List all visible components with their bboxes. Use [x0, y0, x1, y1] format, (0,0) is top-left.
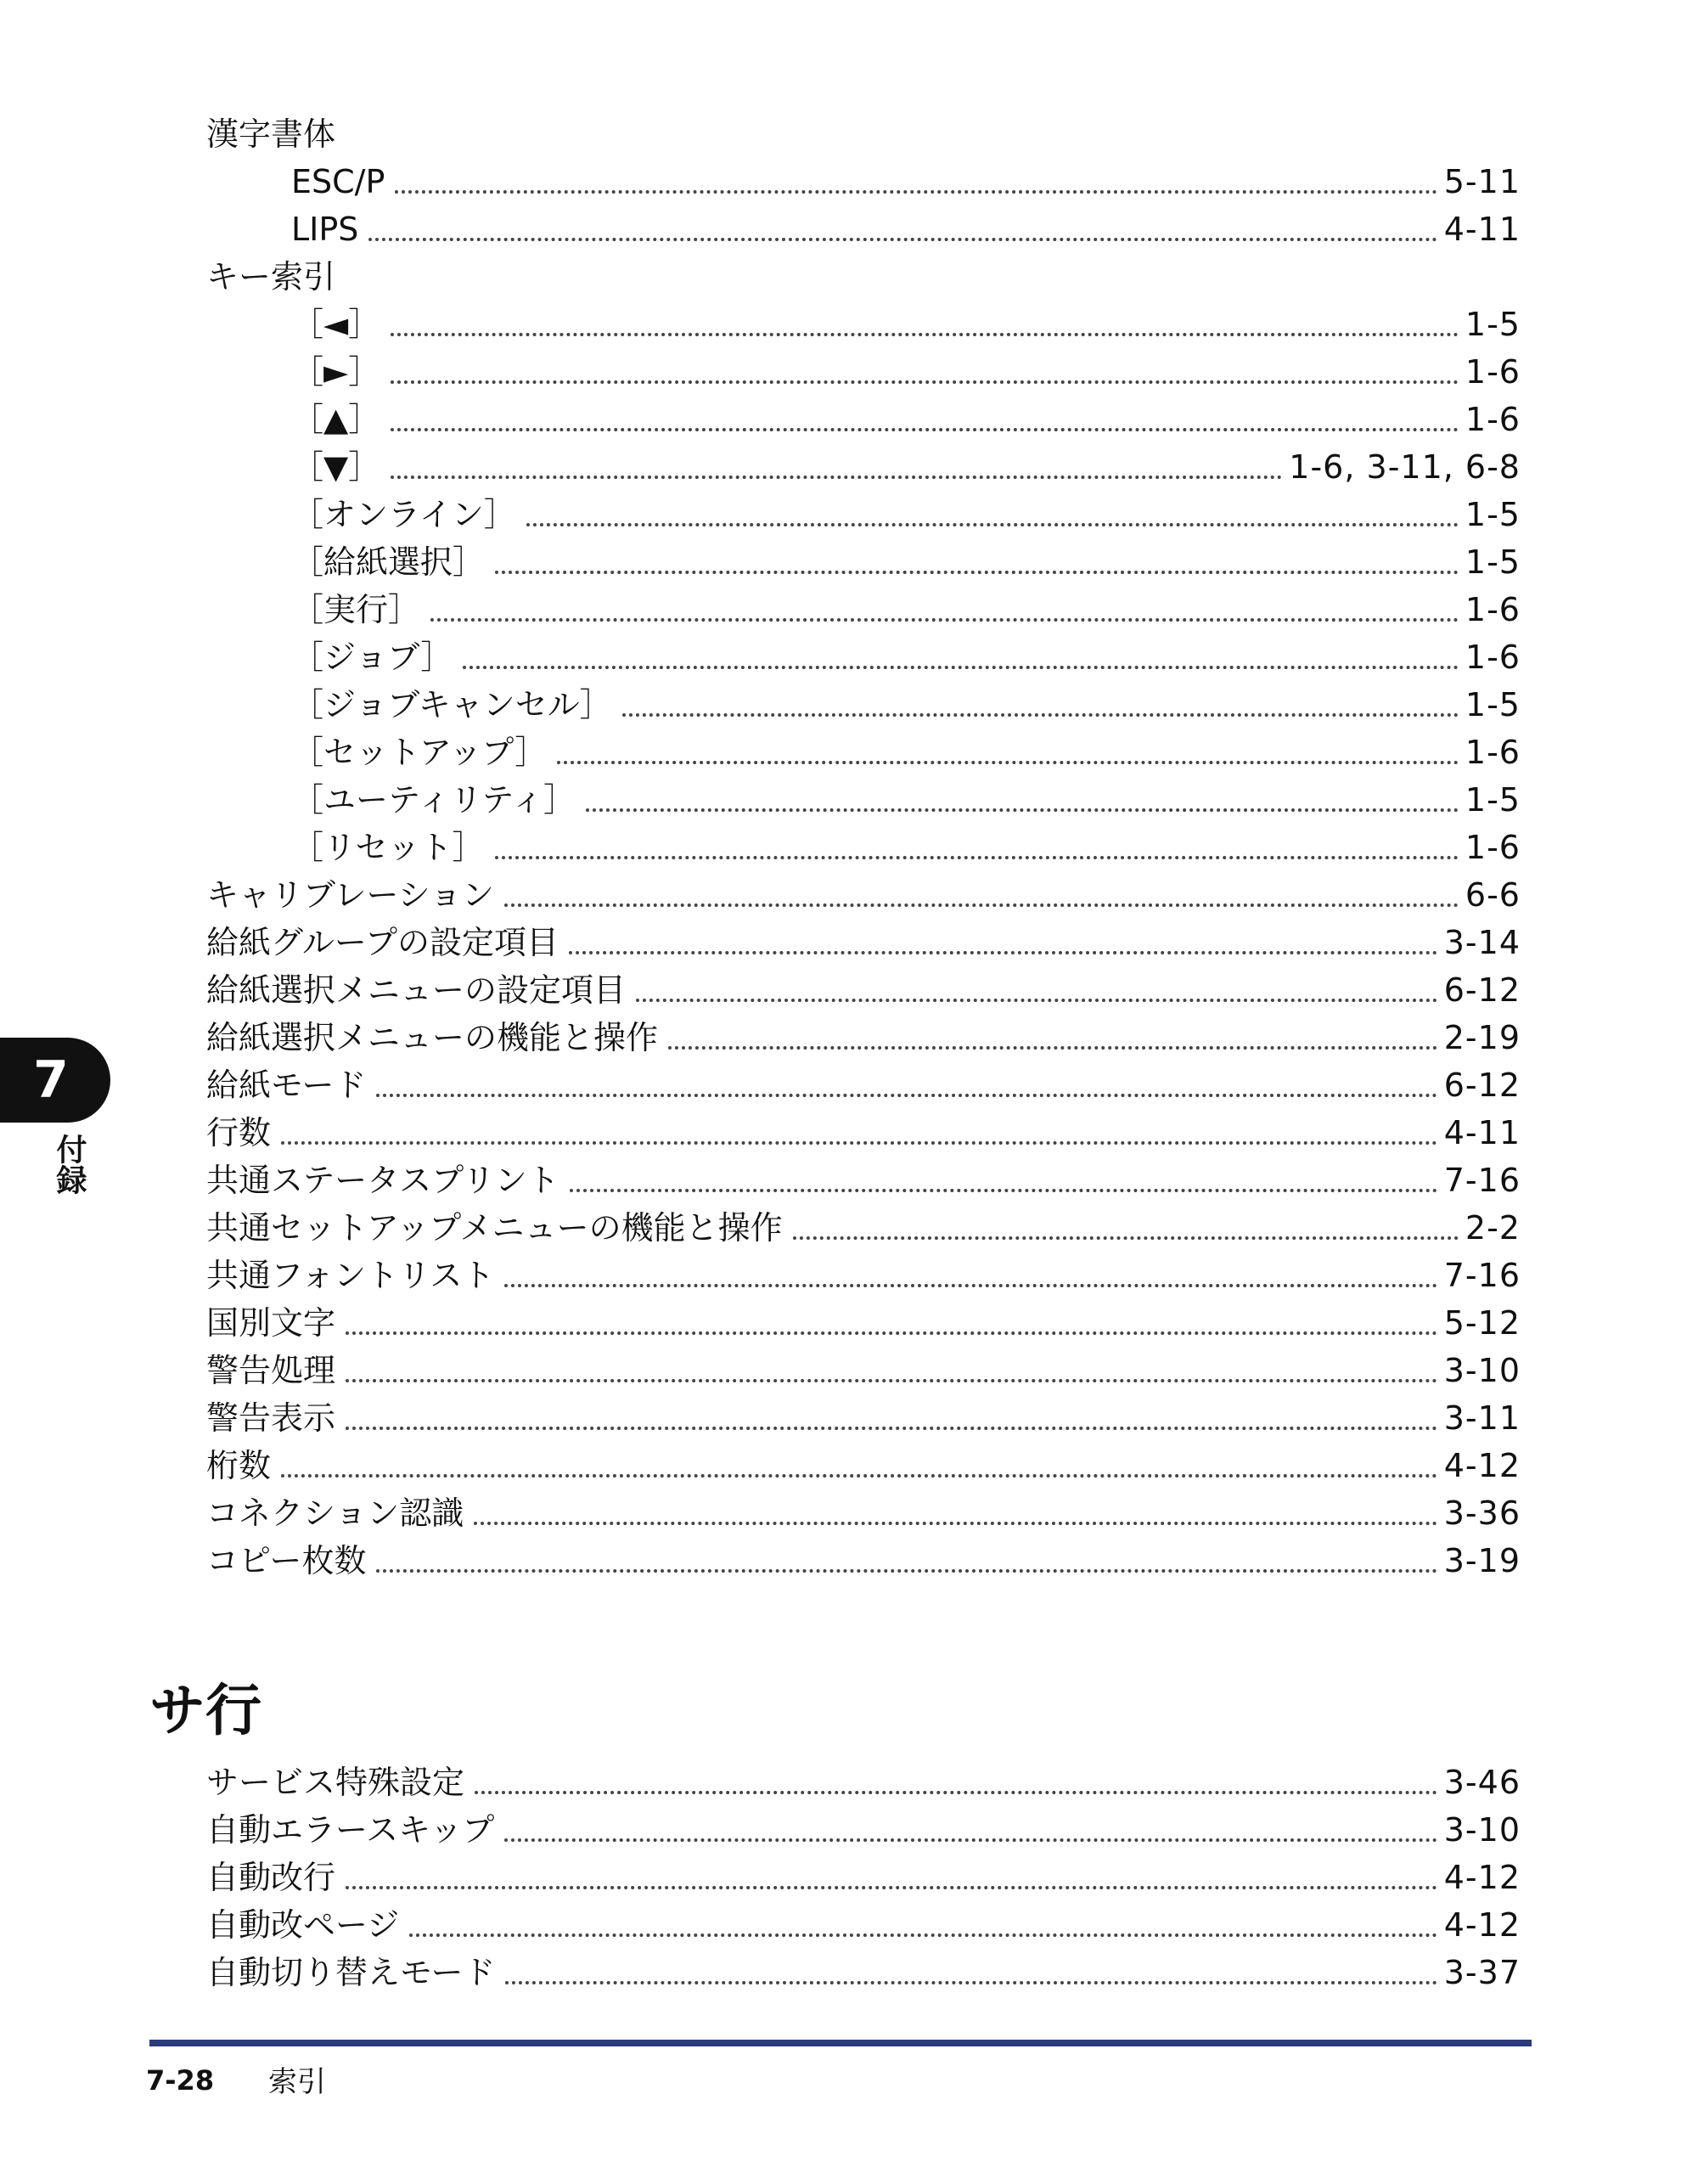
dot-leader — [569, 951, 1437, 954]
index-entry-label: ［リセット］ — [291, 829, 485, 866]
index-entry — [206, 729, 1521, 776]
index-entry-page: 1-5 — [1465, 686, 1521, 723]
index-entry-page: 1-6 — [1465, 591, 1521, 628]
index-entry-page: 7-16 — [1443, 1257, 1521, 1294]
index-entry-page: 1-5 — [1465, 306, 1521, 343]
index-entry-label: ［セットアップ］ — [291, 734, 548, 771]
dot-leader — [504, 1284, 1437, 1287]
index-entry-label: 給紙選択メニューの機能と操作 — [206, 1019, 659, 1056]
index-entry — [206, 1901, 1521, 1949]
index-entry — [206, 1949, 1521, 1996]
dot-leader — [395, 190, 1437, 194]
index-entry-label: 自動切り替えモード — [206, 1954, 496, 1991]
dot-leader — [557, 761, 1459, 764]
index-entry-page: 3-46 — [1443, 1764, 1521, 1801]
index-entry — [206, 1299, 1521, 1347]
index-list-sa — [206, 1759, 1521, 1996]
index-entry — [206, 1204, 1521, 1252]
index-entry-label: 桁数 — [206, 1447, 272, 1484]
index-entry-page: 1-5 — [1465, 781, 1521, 819]
index-entry-label: 警告表示 — [206, 1399, 336, 1437]
index-entry-label: ［オンライン］ — [291, 496, 516, 533]
index-entry-label: ［ユーティリティ］ — [291, 781, 576, 819]
dot-leader — [346, 1379, 1437, 1382]
index-entry-label: ［給紙選択］ — [291, 543, 486, 581]
index-entry-label: 国別文字 — [206, 1304, 336, 1342]
index-entry-page: 3-37 — [1443, 1954, 1521, 1991]
index-entry — [206, 681, 1521, 729]
index-entry — [206, 633, 1521, 681]
index-entry-label: 自動改行 — [206, 1859, 336, 1896]
dot-leader — [281, 1141, 1437, 1145]
index-entry-label: ［実行］ — [291, 591, 421, 628]
index-entry-label: コピー枚数 — [206, 1542, 367, 1579]
index-entry — [206, 1537, 1521, 1585]
dot-leader — [391, 380, 1459, 384]
index-entry — [206, 158, 1521, 205]
index-entry-label: サービス特殊設定 — [206, 1764, 465, 1801]
index-entry — [206, 1109, 1521, 1157]
index-entry-label: 給紙選択メニューの設定項目 — [206, 971, 627, 1009]
index-entry-page: 2-2 — [1465, 1209, 1521, 1247]
index-entry — [206, 1489, 1521, 1537]
chapter-label: 付録 — [52, 1134, 87, 1195]
index-entry-label: ［►］ — [291, 353, 381, 391]
dot-leader — [668, 1046, 1437, 1050]
dot-leader — [622, 713, 1459, 717]
dot-leader — [504, 1838, 1437, 1842]
index-entry — [206, 348, 1521, 396]
index-entry — [206, 919, 1521, 966]
dot-leader — [463, 666, 1459, 669]
dot-leader — [495, 571, 1459, 574]
index-entry — [206, 443, 1521, 491]
index-entry — [206, 491, 1521, 538]
index-entry-label: 共通ステータスプリント — [206, 1162, 559, 1199]
index-entry-label: ［ジョブ］ — [291, 639, 453, 676]
dot-leader — [793, 1236, 1459, 1240]
index-entry-page: 4-12 — [1443, 1447, 1521, 1484]
dot-leader — [368, 238, 1437, 241]
index-entry-label: 給紙モード — [206, 1067, 367, 1104]
dot-leader — [391, 333, 1459, 336]
footer-page-number: 7-28 — [146, 2064, 215, 2097]
dot-leader — [504, 903, 1459, 907]
index-entry-page: 5-12 — [1443, 1304, 1521, 1342]
index-entry-page: 5-11 — [1443, 163, 1521, 200]
index-entry-page: 1-6, 3-11, 6-8 — [1289, 448, 1521, 486]
index-entry-page: 3-10 — [1443, 1352, 1521, 1389]
dot-leader — [526, 523, 1459, 526]
index-entry-label: ［▲］ — [291, 401, 381, 438]
index-entry-page: 6-12 — [1443, 971, 1521, 1009]
index-entry-page: 1-6 — [1465, 829, 1521, 866]
index-entry — [206, 824, 1521, 871]
dot-leader — [346, 1427, 1437, 1430]
index-entry — [206, 1854, 1521, 1901]
index-entry-page: 6-6 — [1465, 876, 1521, 914]
index-entry-page: 1-5 — [1465, 543, 1521, 581]
index-entry-page: 1-6 — [1465, 734, 1521, 771]
index-entry-label: 行数 — [206, 1114, 272, 1151]
index-entry — [206, 301, 1521, 348]
dot-leader — [430, 618, 1459, 622]
dot-leader — [391, 428, 1459, 431]
index-entry-page: 3-10 — [1443, 1811, 1521, 1849]
index-entry-page: 6-12 — [1443, 1067, 1521, 1104]
index-entry — [206, 1157, 1521, 1204]
index-entry-page: 3-14 — [1443, 924, 1521, 961]
index-entry — [206, 396, 1521, 443]
index-entry-page: 3-19 — [1443, 1542, 1521, 1579]
index-entry-label: キャリブレーション — [206, 876, 494, 914]
index-entry-page: 2-19 — [1443, 1019, 1521, 1056]
dot-leader — [570, 1189, 1437, 1192]
index-entry — [206, 586, 1521, 633]
footer-title: 索引 — [268, 2065, 326, 2099]
index-entry-page: 4-12 — [1443, 1859, 1521, 1896]
index-entry — [206, 1394, 1521, 1442]
dot-leader — [376, 1569, 1437, 1573]
dot-leader — [346, 1331, 1437, 1335]
index-entry — [206, 1442, 1521, 1489]
index-entry-label: ESC/P — [291, 163, 385, 200]
index-entry-page: 1-6 — [1465, 401, 1521, 438]
dot-leader — [586, 808, 1459, 812]
dot-leader — [495, 856, 1459, 859]
index-group-heading — [206, 253, 1521, 301]
index-entry-page: 3-36 — [1443, 1494, 1521, 1532]
index-entry-label: 漢字書体 — [206, 115, 336, 153]
index-entry-label: ［▼］ — [291, 448, 381, 486]
index-entry-page: 1-6 — [1465, 639, 1521, 676]
index-entry — [206, 776, 1521, 824]
index-entry-page: 4-11 — [1443, 1114, 1521, 1151]
index-entry-label: 給紙グループの設定項目 — [206, 924, 559, 961]
dot-leader — [281, 1474, 1437, 1478]
dot-leader — [376, 1094, 1437, 1097]
index-entry — [206, 538, 1521, 586]
index-entry-page: 1-5 — [1465, 496, 1521, 533]
footer-rule — [149, 2040, 1532, 2046]
dot-leader — [391, 476, 1282, 479]
index-entry-page: 1-6 — [1465, 353, 1521, 391]
index-entry-label: コネクション認識 — [206, 1494, 464, 1532]
dot-leader — [505, 1981, 1437, 1984]
index-entry — [206, 1252, 1521, 1299]
chapter-number: 7 — [33, 1050, 69, 1110]
index-entry — [206, 1014, 1521, 1061]
dot-leader — [474, 1522, 1437, 1525]
index-entry — [206, 966, 1521, 1014]
index-entry-label: 自動改ページ — [206, 1906, 400, 1944]
index-entry-page: 4-12 — [1443, 1906, 1521, 1944]
index-entry — [206, 1347, 1521, 1394]
index-entry-label: ［◄］ — [291, 306, 381, 343]
index-entry — [206, 205, 1521, 253]
index-entry-page: 3-11 — [1443, 1399, 1521, 1437]
index-entry-label: ［ジョブキャンセル］ — [291, 686, 612, 723]
dot-leader — [475, 1791, 1437, 1794]
index-entry-label: 警告処理 — [206, 1352, 336, 1389]
index-entry-page: 4-11 — [1443, 211, 1521, 248]
index-group-heading — [206, 110, 1521, 158]
chapter-tab — [0, 1038, 110, 1123]
dot-leader — [636, 999, 1437, 1002]
index-list-ka — [206, 110, 1521, 1585]
section-heading-sa: サ行 — [149, 1678, 261, 1743]
index-entry-page: 7-16 — [1443, 1162, 1521, 1199]
index-entry-label: LIPS — [291, 211, 359, 248]
index-entry-label: 共通セットアップメニューの機能と操作 — [206, 1209, 783, 1247]
index-entry-label: キー索引 — [206, 258, 336, 296]
dot-leader — [346, 1886, 1437, 1889]
index-entry — [206, 871, 1521, 919]
index-entry — [206, 1759, 1521, 1806]
index-entry — [206, 1806, 1521, 1854]
index-entry-label: 共通フォントリスト — [206, 1257, 495, 1294]
dot-leader — [409, 1934, 1437, 1937]
index-entry — [206, 1061, 1521, 1109]
index-entry-label: 自動エラースキップ — [206, 1811, 495, 1849]
